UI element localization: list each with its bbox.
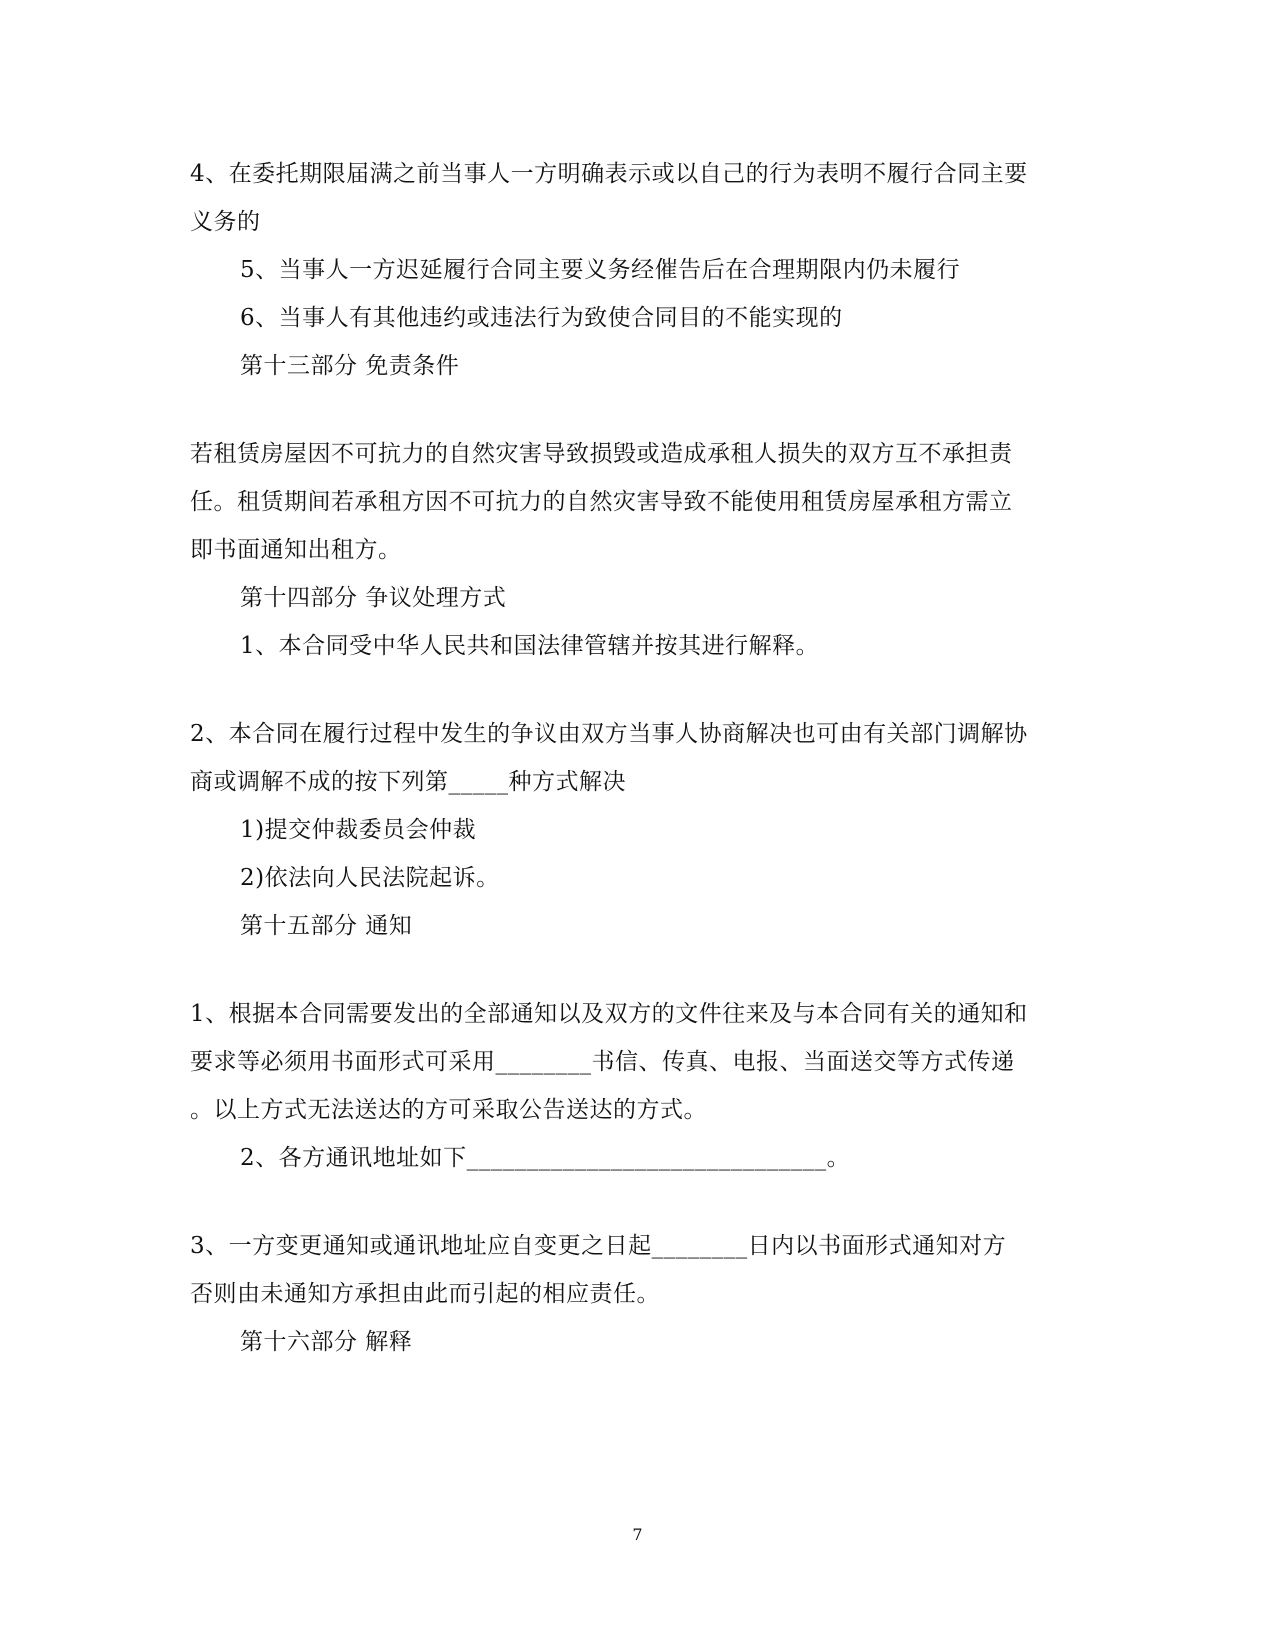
section-15-clause-1-line-3: 。以上方式无法送达的方可采取公告送达的方式。 xyxy=(190,1097,707,1123)
section-13-body-line-2: 任。租赁期间若承租方因不可抗力的自然灾害导致不能使用租赁房屋承租方需立 xyxy=(190,489,1013,515)
section-15-clause-1-line-1: 1、根据本合同需要发出的全部通知以及双方的文件往来及与本合同有关的通知和 xyxy=(190,1001,1028,1027)
option-arbitration: 1)提交仲裁委员会仲裁 xyxy=(240,817,477,843)
section-15-clause-1-line-2: 要求等必须用书面形式可采用________书信、传真、电报、当面送交等方式传递 xyxy=(190,1049,1015,1075)
page-number: 7 xyxy=(632,1525,643,1544)
clause-5: 5、当事人一方迟延履行合同主要义务经催告后在合理期限内仍未履行 xyxy=(240,257,961,283)
section-13-body-line-1: 若租赁房屋因不可抗力的自然灾害导致损毁或造成承租人损失的双方互不承担责 xyxy=(190,441,1013,467)
section-14-clause-2-line-1: 2、本合同在履行过程中发生的争议由双方当事人协商解决也可由有关部门调解协 xyxy=(190,721,1028,747)
section-14-clause-1: 1、本合同受中华人民共和国法律管辖并按其进行解释。 xyxy=(240,633,820,659)
section-15-clause-3-line-2: 否则由未通知方承担由此而引起的相应责任。 xyxy=(190,1281,660,1307)
option-court: 2)依法向人民法院起诉。 xyxy=(240,865,500,891)
section-14-heading: 第十四部分 争议处理方式 xyxy=(240,585,507,611)
section-15-heading: 第十五部分 通知 xyxy=(240,913,413,939)
clause-4-line-2: 义务的 xyxy=(190,209,261,235)
section-13-body-line-3: 即书面通知出租方。 xyxy=(190,537,402,563)
section-14-clause-2-line-2: 商或调解不成的按下列第_____种方式解决 xyxy=(190,769,626,795)
clause-4-line-1: 4、在委托期限届满之前当事人一方明确表示或以自己的行为表明不履行合同主要 xyxy=(190,161,1028,187)
section-15-clause-2: 2、各方通讯地址如下______________________________。 xyxy=(240,1145,851,1171)
section-16-heading: 第十六部分 解释 xyxy=(240,1329,413,1355)
section-13-heading: 第十三部分 免责条件 xyxy=(240,353,460,379)
clause-6: 6、当事人有其他违约或违法行为致使合同目的不能实现的 xyxy=(240,305,843,331)
section-15-clause-3-line-1: 3、一方变更通知或通讯地址应自变更之日起________日内以书面形式通知对方 xyxy=(190,1233,1007,1259)
